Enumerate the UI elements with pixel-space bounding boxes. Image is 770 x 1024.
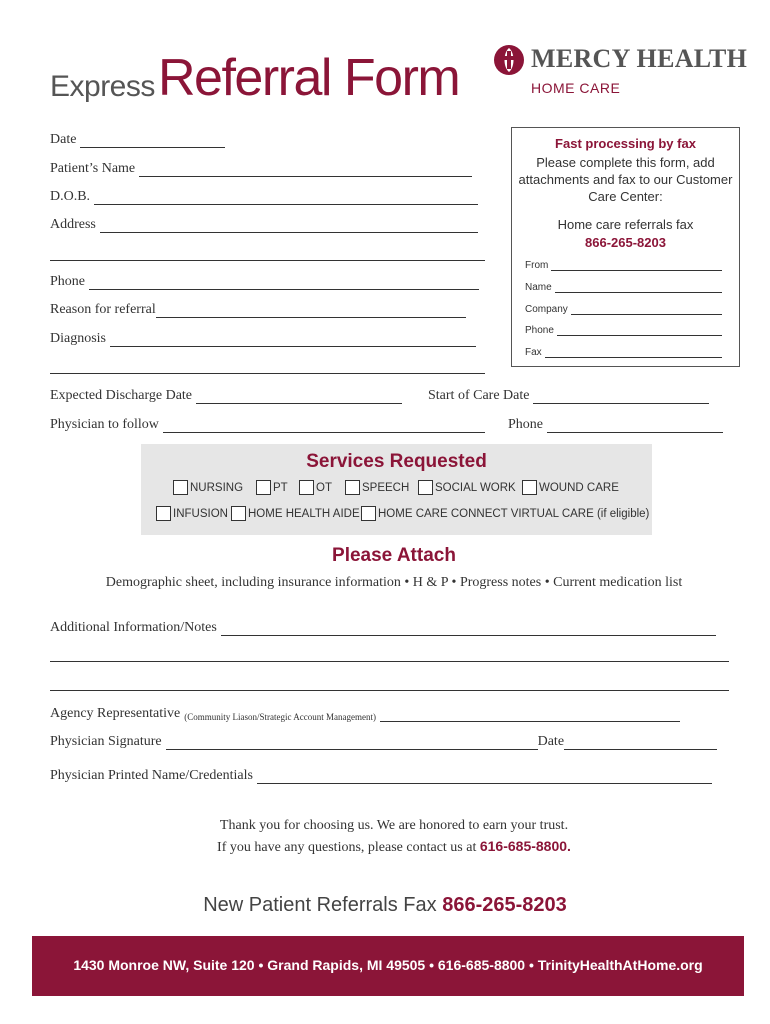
agency-rep-label: Agency Representative <box>50 706 181 721</box>
physician-follow-line <box>163 420 485 433</box>
fax-heading: Fast processing by fax <box>555 136 696 151</box>
attach-list: Demographic sheet, including insurance information • H & P • Progress notes • Current medication list <box>105 575 683 590</box>
mercy-cross-logo-icon <box>493 44 525 76</box>
physician-printed-line <box>257 771 712 784</box>
referrals-fax-line <box>0 894 770 917</box>
checkbox-wound-care[interactable] <box>522 480 619 495</box>
contact-text <box>0 838 770 856</box>
checkbox-label: OT <box>316 481 332 494</box>
additional-info-field[interactable] <box>50 620 716 636</box>
fax-fax-field[interactable] <box>525 347 722 358</box>
diagnosis-line <box>110 334 476 347</box>
address-line <box>100 220 478 233</box>
logo-subtitle: HOME CARE <box>531 80 621 96</box>
expected-discharge-field[interactable] <box>50 388 402 404</box>
checkbox-box[interactable] <box>173 480 188 495</box>
contact-prompt: If you have any questions, please contact us at <box>217 840 477 855</box>
signature-date-label: Date <box>537 734 565 749</box>
physician-follow-field[interactable] <box>50 417 485 433</box>
checkbox-label: WOUND CARE <box>539 481 619 494</box>
agency-rep-field[interactable] <box>50 706 680 722</box>
reason-label: Reason for referral <box>50 302 156 317</box>
physician-printed-label: Physician Printed Name/Credentials <box>50 768 253 783</box>
checkbox-pt[interactable] <box>256 480 288 495</box>
checkbox-label: SPEECH <box>362 481 410 494</box>
logo-name: MERCY HEALTH <box>531 44 748 73</box>
checkbox-box[interactable] <box>231 506 246 521</box>
checkbox-label: PT <box>273 481 288 494</box>
date-line <box>80 135 225 148</box>
fax-company-label: Company <box>525 304 568 315</box>
reason-field[interactable] <box>50 302 466 318</box>
notes-line-3[interactable] <box>50 689 729 691</box>
fax-company-line <box>571 305 722 315</box>
dob-field[interactable] <box>50 189 478 205</box>
agency-rep-line <box>380 709 680 722</box>
attach-title: Please Attach <box>332 545 456 566</box>
checkbox-box[interactable] <box>156 506 171 521</box>
checkbox-box[interactable] <box>361 506 376 521</box>
dob-line <box>94 192 478 205</box>
fax-phone-line <box>557 326 722 336</box>
additional-info-label: Additional Information/Notes <box>50 620 217 635</box>
physician-phone-line <box>547 420 723 433</box>
checkbox-social-work[interactable] <box>418 480 516 495</box>
phone-label: Phone <box>50 274 85 289</box>
fax-name-field[interactable] <box>525 282 722 293</box>
checkbox-box[interactable] <box>299 480 314 495</box>
checkbox-box[interactable] <box>345 480 360 495</box>
referrals-fax-label: New Patient Referrals Fax <box>203 894 437 916</box>
fax-name-line <box>555 283 722 293</box>
physician-phone-label: Phone <box>508 417 543 432</box>
patient-name-field[interactable] <box>50 161 472 177</box>
start-of-care-line <box>533 391 709 404</box>
checkbox-speech[interactable] <box>345 480 409 495</box>
physician-phone-field[interactable] <box>508 417 723 433</box>
address-field[interactable] <box>50 217 478 233</box>
checkbox-box[interactable] <box>256 480 271 495</box>
title-prefix: Express <box>50 70 155 103</box>
fax-fax-line <box>545 348 722 358</box>
physician-signature-field[interactable] <box>50 734 717 750</box>
fax-company-field[interactable] <box>525 304 722 315</box>
expected-discharge-label: Expected Discharge Date <box>50 388 193 403</box>
address-label: Address <box>50 217 96 232</box>
dob-label: D.O.B. <box>50 189 91 204</box>
checkbox-label: INFUSION <box>173 507 228 520</box>
footer-address: 1430 Monroe NW, Suite 120 • Grand Rapids, MI 49505 • 616-685-8800 • TrinityHealthAtHome.org <box>73 957 703 973</box>
checkbox-label: SOCIAL WORK <box>435 481 516 494</box>
phone-field[interactable] <box>50 274 479 290</box>
agency-rep-note: (Community Liason/Strategic Account Management) <box>184 712 376 722</box>
notes-line-2[interactable] <box>50 660 729 662</box>
reason-line <box>156 305 466 318</box>
contact-phone: 616-685-8800. <box>479 838 571 854</box>
checkbox-virtual-care[interactable] <box>361 506 649 521</box>
services-title: Services Requested <box>306 451 487 472</box>
fax-from-field[interactable] <box>525 260 722 271</box>
checkbox-ot[interactable] <box>299 480 332 495</box>
diagnosis-line-2[interactable] <box>50 372 485 374</box>
expected-discharge-line <box>196 391 402 404</box>
start-of-care-label: Start of Care Date <box>428 388 530 403</box>
patient-name-label: Patient’s Name <box>50 161 136 176</box>
checkbox-box[interactable] <box>418 480 433 495</box>
checkbox-label: NURSING <box>190 481 244 494</box>
checkbox-home-health-aide[interactable] <box>231 506 360 521</box>
checkbox-label: HOME CARE CONNECT VIRTUAL CARE (if eligible) <box>378 507 650 520</box>
address-line-2[interactable] <box>50 259 485 261</box>
fax-name-label: Name <box>525 282 552 293</box>
physician-signature-label: Physician Signature <box>50 734 162 749</box>
physician-signature-line <box>166 737 538 750</box>
fax-from-line <box>551 261 722 271</box>
physician-printed-field[interactable] <box>50 768 712 784</box>
fax-fax-label: Fax <box>525 347 542 358</box>
fax-instructions: Please complete this form, add attachments and fax to our Customer Care Center: <box>518 155 733 204</box>
diagnosis-label: Diagnosis <box>50 331 106 346</box>
patient-name-line <box>139 164 472 177</box>
physician-follow-label: Physician to follow <box>50 417 159 432</box>
fax-phone-label: Phone <box>525 325 554 336</box>
fax-phone-field[interactable] <box>525 325 722 336</box>
date-label: Date <box>50 132 77 147</box>
phone-line <box>89 277 479 290</box>
additional-info-line <box>221 623 716 636</box>
fax-number: 866-265-8203 <box>585 235 666 250</box>
thank-you-text: Thank you for choosing us. We are honored to earn your trust. <box>219 818 569 833</box>
checkbox-box[interactable] <box>522 480 537 495</box>
fax-from-label: From <box>525 260 549 271</box>
date-field[interactable] <box>50 132 225 148</box>
referrals-fax-number: 866-265-8203 <box>442 894 567 916</box>
page-title: Referral Form <box>158 49 460 107</box>
checkbox-infusion[interactable] <box>156 506 228 521</box>
checkbox-nursing[interactable] <box>173 480 243 495</box>
diagnosis-field[interactable] <box>50 331 476 347</box>
checkbox-label: HOME HEALTH AIDE <box>248 507 360 520</box>
fax-referrals-label: Home care referrals fax <box>557 217 694 232</box>
start-of-care-field[interactable] <box>428 388 709 404</box>
signature-date-line <box>564 737 717 750</box>
